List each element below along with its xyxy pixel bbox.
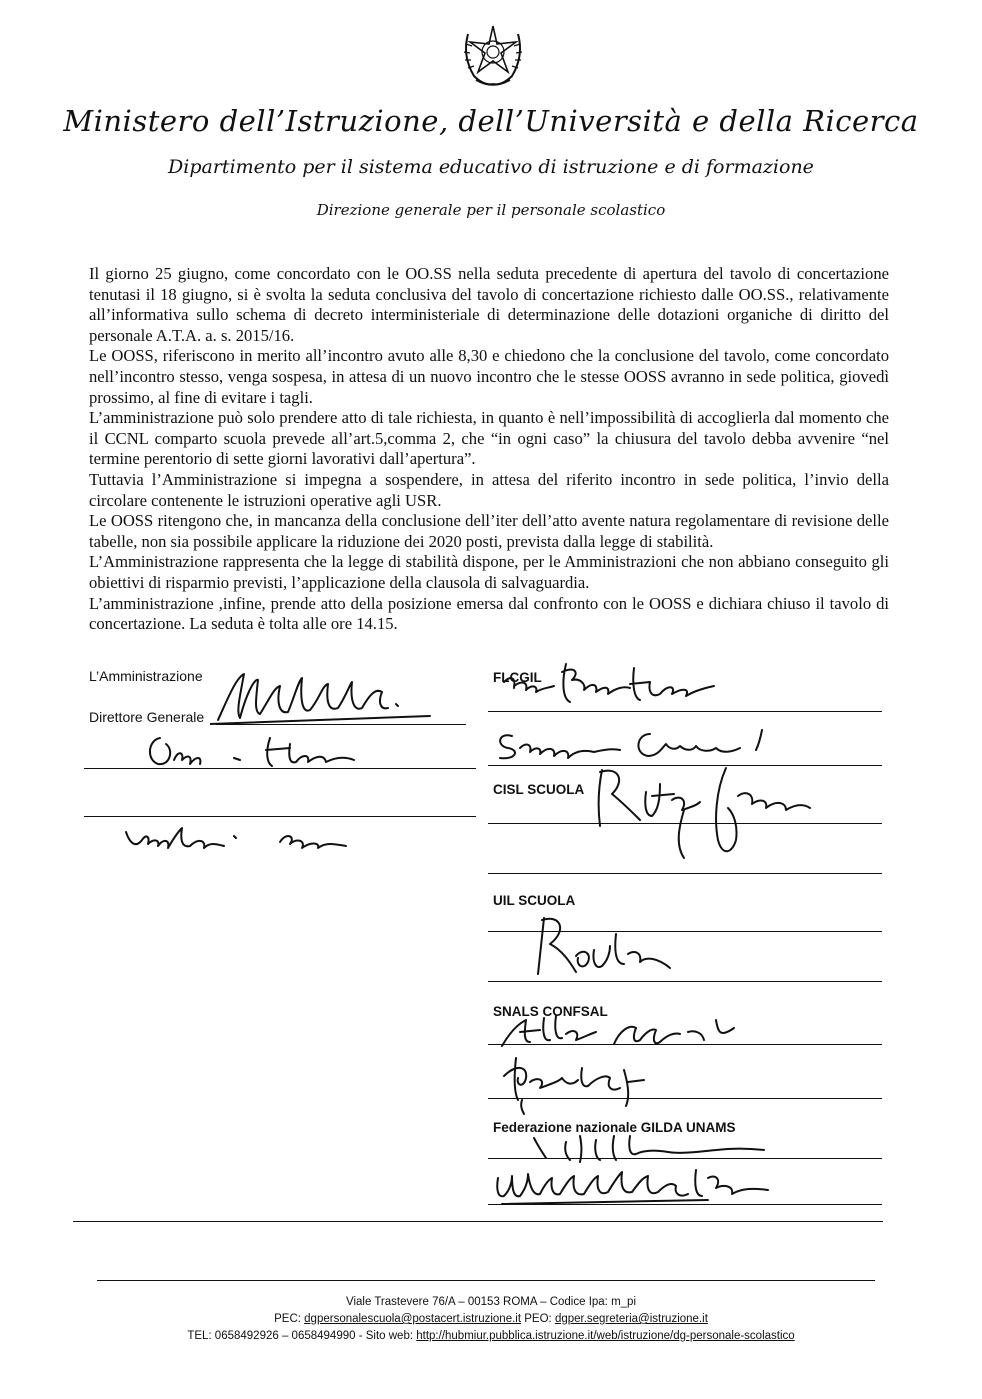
paragraph: Le OOSS, riferiscono in merito all’incontro avuto alle 8,30 e chiedono che la conclusione del tavolo, come concordato nell’incontro stesso, venga sospesa, in attesa di un nuovo incontro che le stesse OOSS avranno in sede politica, giovedì prossimo, al fine di evitare i tagli. — [89, 346, 889, 407]
signature-line — [488, 711, 882, 712]
uil-handwritten-signature — [520, 912, 680, 984]
handwritten-signature — [488, 1160, 788, 1208]
italian-republic-emblem-icon — [460, 20, 526, 90]
paragraph: L’amministrazione può solo prendere atto di tale richiesta, in quanto è nell’impossibilità di accoglierla dal momento che il CCNL comparto scuola prevede all’art.5,comma 2, che “in ogni caso” la chiusura del tavolo debba avvenire “nel termine perentorio di sette giorni lavorativi dall’apertura”. — [89, 408, 889, 469]
peo-label: PEO: — [524, 1313, 552, 1325]
paragraph: L’amministrazione ,infine, prende atto della posizione emersa dal confronto con le OOSS e dichiara chiuso il tavolo di concertazione. La seduta è tolta alle ore 14.15. — [89, 593, 889, 634]
ministry-title: Ministero dell’Istruzione, dell’Università e della Ricerca — [63, 104, 919, 138]
union-label-cisl-scuola: CISL SCUOLA — [493, 782, 585, 797]
footer-address: Viale Trastevere 76/A – 00153 ROMA – Codice Ipa: m_pi — [345, 1296, 636, 1308]
director-general-label: Direttore Generale — [89, 709, 205, 725]
administration-label: L’Amministrazione — [89, 668, 203, 684]
union-label-gilda-unams: Federazione nazionale GILDA UNAMS — [493, 1120, 736, 1135]
pec-email-link[interactable]: dgpersonalescuola@postacert.istruzione.it — [304, 1313, 522, 1325]
footer-phone-web — [0, 1330, 982, 1342]
signature-area-bottom-line — [73, 1221, 883, 1222]
snals-handwritten-signature — [490, 1010, 750, 1052]
handwritten-signature — [496, 1048, 666, 1116]
cisl-handwritten-signature — [588, 760, 818, 862]
signature-line — [488, 873, 882, 874]
peo-email-link[interactable]: dgper.segreteria@istruzione.it — [554, 1313, 708, 1325]
website-link[interactable]: http://hubmiur.pubblica.istruzione.it/web/istruzione/dg-personale-scolastico — [416, 1330, 795, 1342]
phone-text: TEL: 0658492926 – 0658494990 - Sito web: — [187, 1330, 414, 1342]
handwritten-signature — [120, 820, 380, 860]
signature-line — [84, 816, 476, 817]
union-label-flcgil: FLCGIL — [493, 670, 542, 685]
directorate-title: Direzione generale per il personale scolastico — [316, 201, 666, 219]
paragraph: L’Amministrazione rappresenta che la legge di stabilità dispone, per le Amministrazioni che non abbiano conseguito gli obiettivi di risparmio previsti, l’applicazione della clausola di salvaguardia. — [89, 552, 889, 592]
flcgil-handwritten-signature — [500, 658, 740, 710]
pec-label: PEC: — [274, 1313, 301, 1325]
footer-contacts — [0, 1313, 982, 1325]
director-handwritten-signature — [210, 668, 440, 730]
union-label-uil-scuola: UIL SCUOLA — [493, 893, 576, 908]
union-label-snals-confsal: SNALS CONFSAL — [493, 1004, 608, 1019]
handwritten-signature — [140, 730, 370, 774]
department-title: Dipartimento per il sistema educativo di istruzione e di formazione — [168, 156, 814, 178]
paragraph: Il giorno 25 giugno, come concordato con le OO.SS nella seduta precedente di apertura del tavolo di concertazione tenutasi il 18 giugno, si è svolta la seduta conclusiva del tavolo di concertazione richiesto dalle OO.SS., relativamente all’informativa sullo schema di decreto interministeriale di determinazione delle dotazioni organiche di diritto del personale A.T.A. a. s. 2015/16. — [89, 264, 889, 345]
paragraph: Le OOSS ritengono che, in mancanza della conclusione dell’iter dell’atto avente natura regolamentare di revisione delle tabelle, non sia possibile applicare la riduzione dei 2020 posti, prevista dalla legge di stabilità. — [89, 511, 889, 551]
footer-divider — [97, 1280, 875, 1281]
paragraph: Tuttavia l’Amministrazione si impegna a sospendere, in attesa del riferito incontro in sede politica, l’invio della circolare contenente le istruzioni operative agli USR. — [89, 469, 889, 510]
minutes-body — [89, 264, 889, 635]
